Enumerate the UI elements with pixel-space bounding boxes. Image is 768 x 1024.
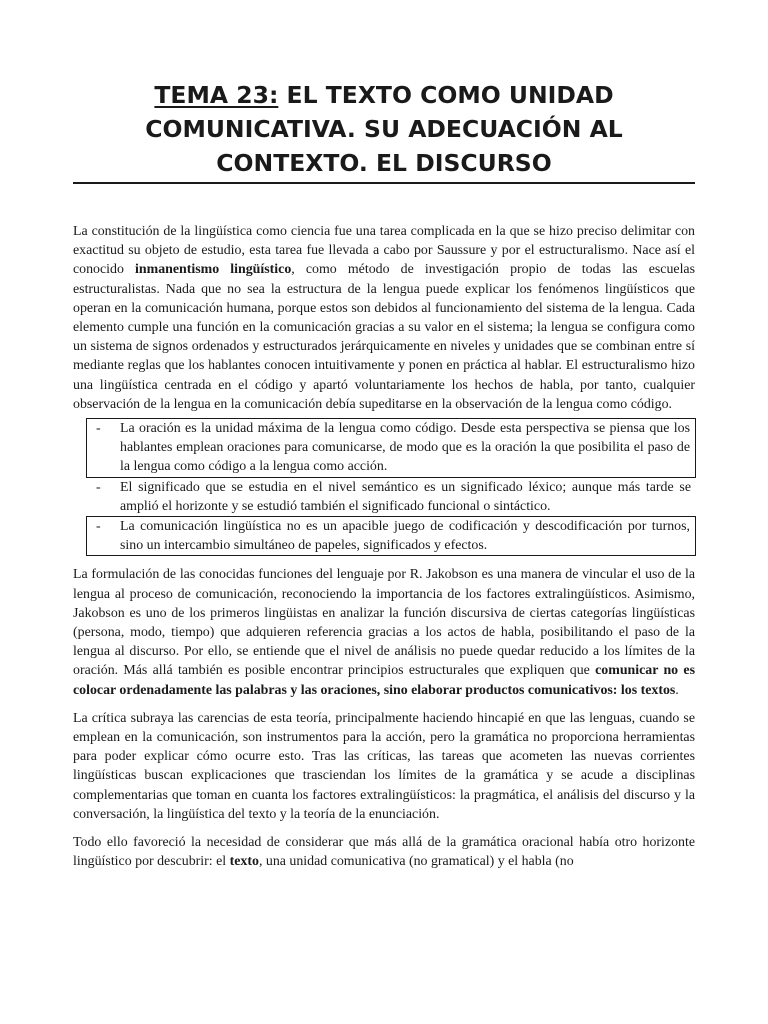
list-dash: - [96,479,101,495]
title-number: TEMA 23: [154,81,279,109]
list-dash: - [96,421,101,437]
paragraph-structuralism [73,222,695,414]
paragraph1-bold: inmanentismo lingüístico [135,262,292,278]
list-item-text: El significado que se estudia en el nivel semántico es un significado léxico; aunque más tarde se amplió el horizonte y se estudió también el significado funcional o sintáctico. [120,479,691,514]
list-item-text: La comunicación lingüística no es un apacible juego de codificación y descodificación por turnos, sino un intercambio simultáneo de papeles, significados y efectos. [120,519,690,554]
paragraph4-bold: texto [229,854,259,870]
document-title [73,78,695,184]
consequences-list [86,418,696,556]
paragraph-jakobson [73,565,695,699]
paragraph2-text-b: . [675,682,679,698]
paragraph4-text-b: , una unidad comunicativa (no gramatical) y el habla (no [258,854,574,870]
title-text: EL TEXTO COMO UNIDAD COMUNICATIVA. SU ADECUACIÓN AL CONTEXTO. EL DISCURSO [145,81,623,177]
document-page [73,78,695,872]
paragraph2-bold: comunicar no es colocar ordenadamente las palabras y las oraciones, sino elaborar productos comunicativos: los textos [73,663,695,698]
list-item [86,418,696,478]
paragraph-criticism: La crítica subraya las carencias de esta teoría, principalmente haciendo hincapié en que las lenguas, cuando se emplean en la comunicación, son instrumentos para la acción, pero la gramática no proporciona herramientas para poder explicar cómo ocurre esto. Tras las críticas, las tareas que acometen las nuevas corrientes lingüísticas buscan explicaciones que trasciendan los límites de la gramática y se acude a disciplinas complementarias que toman en cuanta los factores extralingüísticos: la pragmática, el análisis del discurso y la conversación, la lingüística del texto y la teoría de la enunciación. [73,710,695,822]
paragraph2-text-a: La formulación de las conocidas funciones del lenguaje por R. Jakobson es una manera de vincular el uso de la lengua al proceso de comunicación, reconociendo la importancia de los factores extralingüísticos. Asimismo, Jakobson es uno de los primeros lingüistas en analizar la función discursiva de ciertas categorías lingüísticas (persona, modo, tiempo) que adquieren referencia gracias a los actos de habla, posibilitando el paso de la lengua al discurso. Por ello, se entiende que el nivel de análisis no puede quedar reducido a los límites de la oración. Más allá también es posible encontrar principios estructurales que expliquen que [73,567,695,679]
paragraph1-text-b: , como método de investigación propio de todas las escuelas estructuralistas. Nada que no sea la estructura de la lengua puede explicar los fenómenos lingüísticos que operan en la comunicación humana, porque estos son debidos al funcionamiento del sistema de la lengua. Cada elemento cumple una función en la comunicación gracias a su valor en el sistema; la lengua se configura como un sistema de signos ordenados y estructurados jerárquicamente en niveles y unidades que se combinan entre sí mediante reglas que los hablantes conocen intuitivamente y ponen en práctica al hablar. El estructuralismo hizo una lingüística centrada en el código y apartó voluntariamente los hechos de habla, por tanto, cualquier observación de la lengua en la comunicación debía supeditarse en la observación de la lengua como código. [73,262,695,412]
paragraph4-text-a: Todo ello favoreció la necesidad de considerar que más allá de la gramática oracional había otro horizonte lingüístico por descubrir: el [73,835,695,870]
paragraph-text-unit [73,833,695,871]
list-item [86,516,696,556]
list-dash: - [96,519,101,535]
list-item [86,478,696,516]
paragraph1-text-a: La constitución de la lingüística como ciencia fue una tarea complicada en la que se hizo preciso delimitar con exactitud su objeto de estudio, esta tarea fue llevada a cabo por Saussure y por el estructuralismo. Nace así el conocido [73,224,695,278]
list-item-text: La oración es la unidad máxima de la lengua como código. Desde esta perspectiva se piensa que los hablantes emplean oraciones para comunicarse, de modo que es la oración la que posibilita el paso de la lengua como código a la lengua como acción. [120,421,690,475]
